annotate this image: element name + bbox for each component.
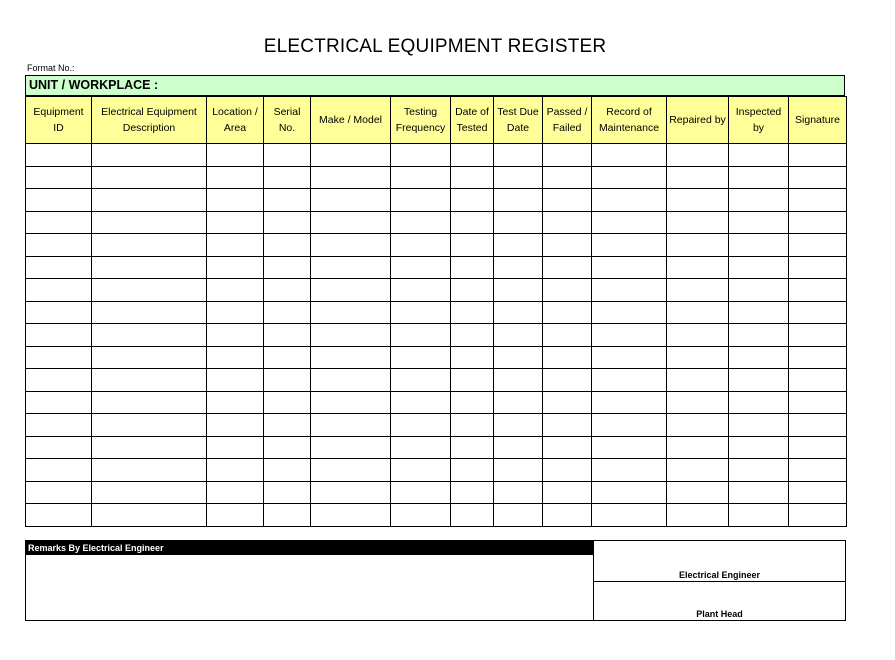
table-cell[interactable]: [729, 301, 789, 324]
table-cell[interactable]: [494, 234, 543, 257]
table-cell[interactable]: [26, 504, 92, 527]
table-cell[interactable]: [667, 459, 729, 482]
table-cell[interactable]: [207, 369, 264, 392]
column-header-line2: by: [752, 122, 765, 134]
table-cell[interactable]: [543, 346, 592, 369]
page-title: ELECTRICAL EQUIPMENT REGISTER: [263, 36, 607, 57]
table-cell[interactable]: [494, 414, 543, 437]
table-cell[interactable]: [391, 504, 451, 527]
table-cell[interactable]: [667, 211, 729, 234]
table-cell[interactable]: [667, 414, 729, 437]
table-cell[interactable]: [789, 414, 847, 437]
table-cell[interactable]: [92, 324, 207, 347]
table-cell[interactable]: [729, 391, 789, 414]
table-cell[interactable]: [207, 279, 264, 302]
format-number-label: Format No.:: [27, 63, 75, 73]
table-cell[interactable]: [391, 459, 451, 482]
table-cell[interactable]: [264, 481, 311, 504]
table-cell[interactable]: [26, 481, 92, 504]
column-header-line2: Date: [506, 122, 530, 134]
table-cell[interactable]: [311, 279, 391, 302]
table-cell[interactable]: [789, 301, 847, 324]
table-cell[interactable]: [667, 391, 729, 414]
table-cell[interactable]: [391, 414, 451, 437]
table-cell[interactable]: [311, 481, 391, 504]
table-cell[interactable]: [667, 346, 729, 369]
table-cell[interactable]: [494, 346, 543, 369]
table-cell[interactable]: [543, 234, 592, 257]
table-cell[interactable]: [729, 436, 789, 459]
table-row: [26, 144, 847, 167]
table-cell[interactable]: [789, 346, 847, 369]
table-row: [26, 436, 847, 459]
table-cell[interactable]: [494, 504, 543, 527]
equipment-register-table: [25, 96, 847, 527]
table-cell[interactable]: [391, 346, 451, 369]
table-cell[interactable]: [92, 234, 207, 257]
table-cell[interactable]: [451, 301, 494, 324]
remarks-input-area[interactable]: [26, 555, 593, 620]
table-cell[interactable]: [26, 436, 92, 459]
table-row: [26, 234, 847, 257]
table-cell[interactable]: [789, 256, 847, 279]
column-header: [207, 97, 264, 144]
table-cell[interactable]: [264, 166, 311, 189]
table-cell[interactable]: [26, 279, 92, 302]
column-header-line1: Test Due: [497, 106, 539, 118]
table-cell[interactable]: [543, 301, 592, 324]
table-cell[interactable]: [26, 256, 92, 279]
column-header-line2: Failed: [552, 122, 582, 134]
table-cell[interactable]: [729, 346, 789, 369]
table-cell[interactable]: [26, 166, 92, 189]
table-cell[interactable]: [592, 391, 667, 414]
table-cell[interactable]: [451, 459, 494, 482]
column-header-line1: Passed /: [546, 106, 588, 118]
table-cell[interactable]: [391, 391, 451, 414]
table-cell[interactable]: [451, 346, 494, 369]
table-cell[interactable]: [207, 256, 264, 279]
table-header-row: [26, 97, 847, 144]
table-cell[interactable]: [26, 324, 92, 347]
table-cell[interactable]: [494, 144, 543, 167]
table-cell[interactable]: [311, 369, 391, 392]
unit-workplace-field[interactable]: UNIT / WORKPLACE :: [25, 75, 845, 96]
table-cell[interactable]: [543, 166, 592, 189]
column-header: [667, 97, 729, 144]
table-cell[interactable]: [451, 234, 494, 257]
table-cell[interactable]: [391, 144, 451, 167]
table-cell[interactable]: [264, 346, 311, 369]
table-cell[interactable]: [494, 324, 543, 347]
table-cell[interactable]: [592, 346, 667, 369]
table-cell[interactable]: [451, 391, 494, 414]
table-cell[interactable]: [789, 504, 847, 527]
table-row: [26, 481, 847, 504]
table-cell[interactable]: [789, 481, 847, 504]
table-row: [26, 346, 847, 369]
table-cell[interactable]: [729, 166, 789, 189]
table-cell[interactable]: [451, 324, 494, 347]
column-header: [92, 97, 207, 144]
column-header: [264, 97, 311, 144]
column-header: [451, 97, 494, 144]
column-header: [311, 97, 391, 144]
table-cell[interactable]: [789, 436, 847, 459]
plant-head-sign-box[interactable]: [594, 582, 845, 620]
column-header-line1: Electrical Equipment: [101, 106, 197, 118]
column-header-line2: Area: [223, 122, 247, 134]
column-header: [26, 97, 92, 144]
table-cell[interactable]: [311, 189, 391, 212]
column-header: [391, 97, 451, 144]
table-cell[interactable]: [207, 234, 264, 257]
column-header: [543, 97, 592, 144]
table-cell[interactable]: [592, 369, 667, 392]
table-cell[interactable]: [264, 414, 311, 437]
table-cell[interactable]: [26, 459, 92, 482]
column-header-line2: Frequency: [395, 122, 446, 134]
column-header-line2: Tested: [456, 122, 488, 134]
table-row: [26, 279, 847, 302]
table-cell[interactable]: [729, 481, 789, 504]
table-cell[interactable]: [26, 211, 92, 234]
table-cell[interactable]: [92, 256, 207, 279]
table-cell[interactable]: [543, 279, 592, 302]
table-cell[interactable]: [92, 166, 207, 189]
table-cell[interactable]: [543, 369, 592, 392]
table-cell[interactable]: [92, 346, 207, 369]
table-cell[interactable]: [592, 324, 667, 347]
table-cell[interactable]: [592, 189, 667, 212]
table-cell[interactable]: [789, 279, 847, 302]
table-cell[interactable]: [311, 301, 391, 324]
table-cell[interactable]: [494, 436, 543, 459]
table-cell[interactable]: [311, 256, 391, 279]
table-cell[interactable]: [311, 211, 391, 234]
table-cell[interactable]: [26, 234, 92, 257]
table-cell[interactable]: [667, 301, 729, 324]
table-cell[interactable]: [592, 166, 667, 189]
table-cell[interactable]: [543, 504, 592, 527]
table-cell[interactable]: [451, 166, 494, 189]
table-row: [26, 301, 847, 324]
column-header-line1: Equipment: [33, 106, 84, 118]
table-cell[interactable]: [26, 301, 92, 324]
table-row: [26, 369, 847, 392]
table-cell[interactable]: [264, 234, 311, 257]
table-cell[interactable]: [391, 481, 451, 504]
table-cell[interactable]: [451, 481, 494, 504]
table-cell[interactable]: [729, 189, 789, 212]
table-cell[interactable]: [667, 369, 729, 392]
table-row: [26, 256, 847, 279]
table-cell[interactable]: [667, 189, 729, 212]
table-cell[interactable]: [451, 279, 494, 302]
table-cell[interactable]: [311, 414, 391, 437]
table-cell[interactable]: [789, 234, 847, 257]
table-cell[interactable]: [92, 481, 207, 504]
table-cell[interactable]: [667, 166, 729, 189]
table-cell[interactable]: [592, 256, 667, 279]
table-cell[interactable]: [92, 391, 207, 414]
table-cell[interactable]: [592, 459, 667, 482]
table-cell[interactable]: [451, 211, 494, 234]
table-cell[interactable]: [207, 166, 264, 189]
table-cell[interactable]: [92, 279, 207, 302]
table-cell[interactable]: [789, 211, 847, 234]
table-cell[interactable]: [264, 256, 311, 279]
table-cell[interactable]: [789, 166, 847, 189]
table-cell[interactable]: [311, 346, 391, 369]
table-cell[interactable]: [311, 144, 391, 167]
table-cell[interactable]: [729, 234, 789, 257]
table-cell[interactable]: [494, 481, 543, 504]
column-header-line1: Record of: [606, 106, 652, 118]
column-header-line2: Description: [122, 122, 176, 134]
table-cell[interactable]: [92, 459, 207, 482]
table-cell[interactable]: [451, 369, 494, 392]
column-header-line1: Date of: [455, 106, 489, 118]
table-cell[interactable]: [391, 166, 451, 189]
table-cell[interactable]: [789, 144, 847, 167]
table-cell[interactable]: [543, 436, 592, 459]
table-cell[interactable]: [592, 211, 667, 234]
table-body: [26, 144, 847, 527]
table-cell[interactable]: [667, 324, 729, 347]
table-cell[interactable]: [207, 504, 264, 527]
table-cell[interactable]: [592, 481, 667, 504]
table-cell[interactable]: [667, 279, 729, 302]
table-cell[interactable]: [26, 346, 92, 369]
table-cell[interactable]: [264, 211, 311, 234]
table-cell[interactable]: [92, 144, 207, 167]
table-cell[interactable]: [92, 211, 207, 234]
table-cell[interactable]: [667, 256, 729, 279]
table-cell[interactable]: [264, 301, 311, 324]
table-cell[interactable]: [729, 414, 789, 437]
table-cell[interactable]: [26, 189, 92, 212]
table-cell[interactable]: [92, 504, 207, 527]
table-cell[interactable]: [391, 256, 451, 279]
table-cell[interactable]: [207, 436, 264, 459]
table-cell[interactable]: [543, 144, 592, 167]
table-row: [26, 391, 847, 414]
table-row: [26, 504, 847, 527]
column-header-line1: Testing: [403, 106, 438, 118]
table-cell[interactable]: [26, 391, 92, 414]
table-row: [26, 459, 847, 482]
table-cell[interactable]: [451, 414, 494, 437]
column-header-line2: Maintenance: [598, 122, 660, 134]
table-cell[interactable]: [729, 504, 789, 527]
table-cell[interactable]: [729, 211, 789, 234]
table-cell[interactable]: [667, 436, 729, 459]
table-cell[interactable]: [264, 459, 311, 482]
table-cell[interactable]: [592, 144, 667, 167]
table-cell[interactable]: [729, 144, 789, 167]
table-cell[interactable]: [494, 166, 543, 189]
table-cell[interactable]: [207, 211, 264, 234]
table-cell[interactable]: [207, 481, 264, 504]
table-cell[interactable]: [264, 369, 311, 392]
table-cell[interactable]: [264, 504, 311, 527]
table-cell[interactable]: [451, 436, 494, 459]
table-cell[interactable]: [789, 324, 847, 347]
table-cell[interactable]: [264, 189, 311, 212]
table-cell[interactable]: [92, 369, 207, 392]
remarks-section: [25, 540, 846, 621]
table-cell[interactable]: [592, 234, 667, 257]
table-cell[interactable]: [264, 279, 311, 302]
table-cell[interactable]: [494, 301, 543, 324]
remarks-heading: Remarks By Electrical Engineer: [26, 541, 593, 555]
table-cell[interactable]: [667, 504, 729, 527]
table-cell[interactable]: [543, 481, 592, 504]
table-cell[interactable]: [92, 414, 207, 437]
table-cell[interactable]: [592, 301, 667, 324]
table-cell[interactable]: [207, 346, 264, 369]
column-header-line2: No.: [278, 122, 296, 134]
column-header-line1: Make / Model: [318, 114, 383, 126]
table-cell[interactable]: [451, 144, 494, 167]
table-cell[interactable]: [311, 234, 391, 257]
table-cell[interactable]: [391, 189, 451, 212]
table-cell[interactable]: [391, 324, 451, 347]
table-cell[interactable]: [92, 301, 207, 324]
table-cell[interactable]: [789, 369, 847, 392]
table-row: [26, 189, 847, 212]
table-cell[interactable]: [391, 234, 451, 257]
electrical-engineer-label: Electrical Engineer: [678, 570, 761, 580]
table-cell[interactable]: [207, 414, 264, 437]
table-cell[interactable]: [494, 459, 543, 482]
table-cell[interactable]: [494, 391, 543, 414]
column-header: [494, 97, 543, 144]
table-cell[interactable]: [494, 189, 543, 212]
table-cell[interactable]: [264, 324, 311, 347]
column-header-line1: Location /: [212, 106, 258, 118]
table-cell[interactable]: [391, 301, 451, 324]
table-cell[interactable]: [729, 324, 789, 347]
table-cell[interactable]: [207, 144, 264, 167]
table-cell[interactable]: [92, 436, 207, 459]
table-cell[interactable]: [494, 279, 543, 302]
table-cell[interactable]: [789, 459, 847, 482]
table-cell[interactable]: [26, 369, 92, 392]
table-cell[interactable]: [543, 324, 592, 347]
table-row: [26, 166, 847, 189]
table-cell[interactable]: [592, 279, 667, 302]
column-header: [789, 97, 847, 144]
table-cell[interactable]: [207, 459, 264, 482]
column-header: [592, 97, 667, 144]
table-cell[interactable]: [592, 414, 667, 437]
table-cell[interactable]: [789, 391, 847, 414]
table-cell[interactable]: [667, 144, 729, 167]
table-row: [26, 211, 847, 234]
table-cell[interactable]: [494, 369, 543, 392]
table-cell[interactable]: [667, 481, 729, 504]
table-cell[interactable]: [789, 189, 847, 212]
table-cell[interactable]: [264, 436, 311, 459]
table-cell[interactable]: [391, 369, 451, 392]
column-header-line1: Repaired by: [669, 114, 726, 126]
table-cell[interactable]: [311, 436, 391, 459]
table-cell[interactable]: [667, 234, 729, 257]
table-cell[interactable]: [451, 256, 494, 279]
table-cell[interactable]: [543, 256, 592, 279]
table-cell[interactable]: [207, 324, 264, 347]
table-cell[interactable]: [264, 391, 311, 414]
table-cell[interactable]: [729, 279, 789, 302]
table-cell[interactable]: [543, 391, 592, 414]
column-header-line2: ID: [53, 122, 64, 134]
table-cell[interactable]: [92, 189, 207, 212]
table-cell[interactable]: [207, 301, 264, 324]
table-row: [26, 324, 847, 347]
column-header: [729, 97, 789, 144]
table-cell[interactable]: [729, 459, 789, 482]
table-cell[interactable]: [311, 166, 391, 189]
table-cell[interactable]: [207, 391, 264, 414]
table-cell[interactable]: [26, 414, 92, 437]
table-cell[interactable]: [494, 211, 543, 234]
table-cell[interactable]: [26, 144, 92, 167]
table-cell[interactable]: [494, 256, 543, 279]
table-cell[interactable]: [207, 189, 264, 212]
plant-head-label: Plant Head: [696, 609, 743, 619]
table-cell[interactable]: [311, 391, 391, 414]
table-cell[interactable]: [543, 414, 592, 437]
table-cell[interactable]: [311, 324, 391, 347]
table-cell[interactable]: [451, 504, 494, 527]
table-row: [26, 414, 847, 437]
table-cell[interactable]: [391, 279, 451, 302]
table-cell[interactable]: [543, 189, 592, 212]
table-cell[interactable]: [391, 211, 451, 234]
table-cell[interactable]: [592, 436, 667, 459]
table-cell[interactable]: [543, 211, 592, 234]
column-header-line1: Inspected: [735, 106, 782, 118]
table-cell[interactable]: [391, 436, 451, 459]
table-cell[interactable]: [311, 459, 391, 482]
electrical-engineer-sign-box[interactable]: [594, 541, 845, 582]
column-header-line1: Serial: [273, 106, 301, 118]
column-header-line1: Signature: [795, 114, 840, 126]
table-cell[interactable]: [311, 504, 391, 527]
table-cell[interactable]: [264, 144, 311, 167]
table-cell[interactable]: [592, 504, 667, 527]
table-cell[interactable]: [729, 256, 789, 279]
table-cell[interactable]: [451, 189, 494, 212]
table-cell[interactable]: [543, 459, 592, 482]
table-cell[interactable]: [729, 369, 789, 392]
